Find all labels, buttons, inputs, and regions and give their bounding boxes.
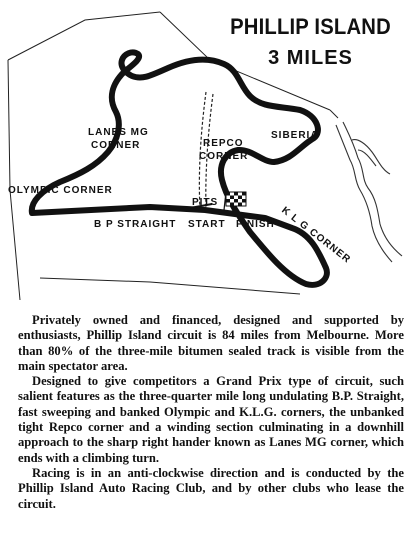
label-lanes-corner: CORNER — [91, 140, 141, 151]
label-klg-corner: K L G CORNER — [279, 205, 353, 266]
label-bp-straight: B P STRAIGHT — [94, 219, 177, 230]
label-repco-corner: CORNER — [199, 151, 249, 162]
label-pits: PITS — [192, 197, 219, 208]
article-text — [18, 313, 404, 512]
circuit-length: 3 MILES — [268, 47, 353, 69]
page-title: PHILLIP ISLAND — [230, 14, 391, 39]
label-repco: REPCO — [203, 138, 244, 149]
paragraph: Privately owned and financed, designed and supported by enthusiasts, Phillip Island circuit is 84 miles from Melbourne. More than 80% of the three-mile bitumen sealed track is visible from the main spectator area. — [18, 313, 404, 373]
creek — [336, 122, 402, 262]
label-siberia: SIBERIA — [271, 130, 319, 141]
label-lanes-mg: LANES MG — [88, 127, 149, 138]
label-olympic-corner: OLYMPIC CORNER — [8, 185, 113, 196]
label-start: START — [188, 219, 226, 230]
race-track — [32, 52, 327, 285]
paragraph: Racing is in an anti-clockwise direction and is conducted by the Phillip Island Auto Racing Club, and by other clubs who lease the circuit. — [18, 465, 404, 511]
paragraph: Designed to give competitors a Grand Prix type of circuit, such salient features as the three-quarter mile long undulating B.P. Straight, fast sweeping and banked Olympic and K.L.G. corners, the unbanked tight Repco corner and a winding section culminating in a downhill approach to the sharp right hander known as Lanes MG corner, which ends with a climbing turn. — [18, 374, 404, 465]
label-finish: FINISH — [236, 219, 275, 230]
